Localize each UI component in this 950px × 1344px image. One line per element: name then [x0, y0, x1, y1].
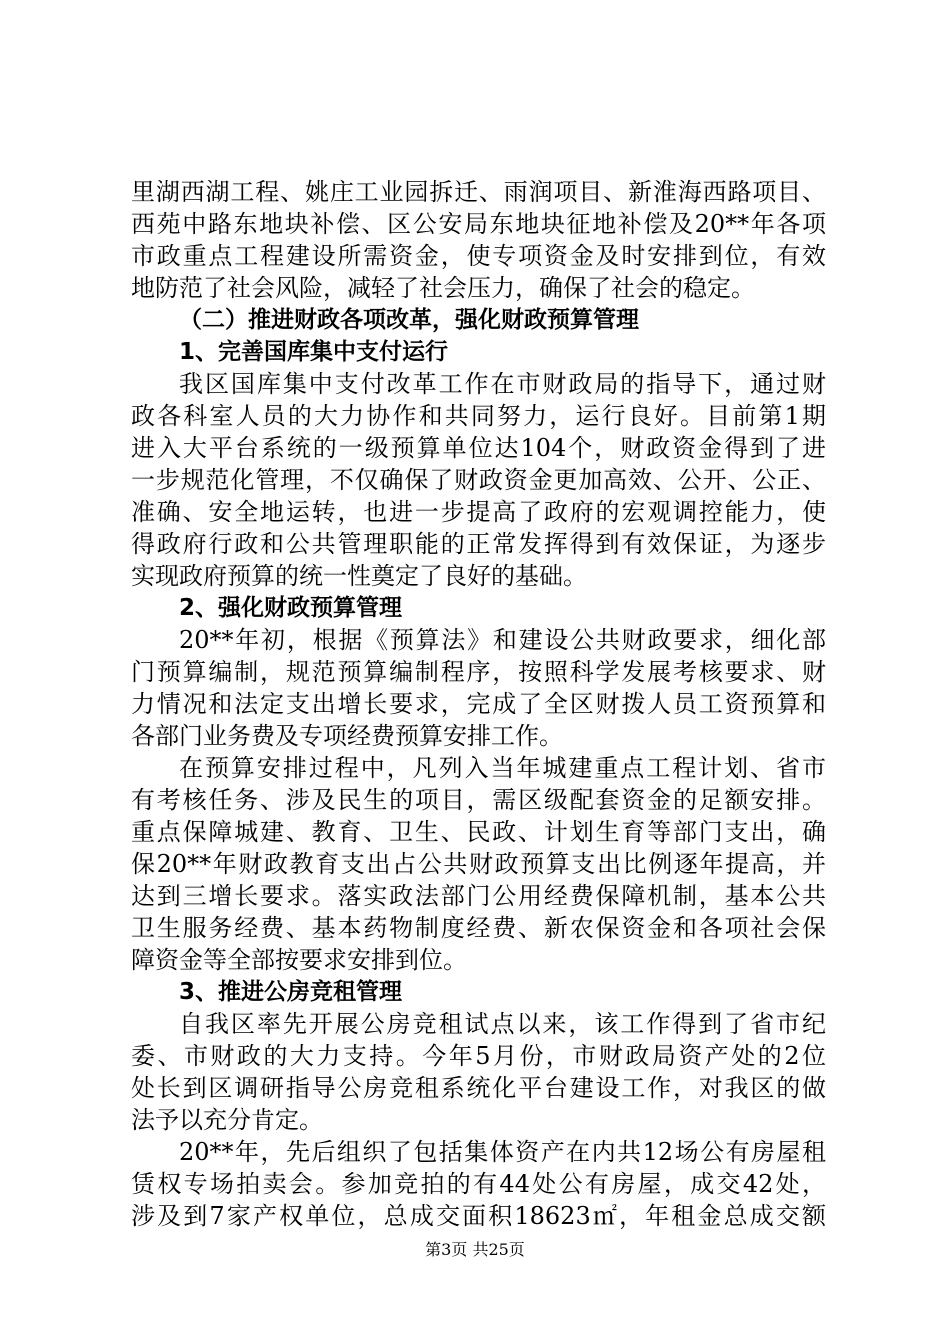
text-line: 地防范了社会风险，减轻了社会压力，确保了社会的稳定。	[131, 274, 755, 302]
text-line: 委、市财政的大力支持。今年5月份，市财政局资产处的2位	[131, 1042, 826, 1070]
section-heading: 1、完善国库集中支付运行	[179, 339, 449, 365]
text-line: 法予以充分肯定。	[131, 1106, 323, 1134]
text-line: 市政重点工程建设所需资金，使专项资金及时安排到位，有效	[131, 242, 826, 270]
text-line: 20**年，先后组织了包括集体资产在内共12场公有房屋租	[179, 1138, 826, 1166]
section-heading: （二）推进财政各项改革，强化财政预算管理	[179, 307, 639, 333]
text-line: 有考核任务、涉及民生的项目，需区级配套资金的足额安排。	[131, 786, 826, 814]
section-heading: 3、推进公房竞租管理	[179, 979, 403, 1005]
text-line: 自我区率先开展公房竞租试点以来，该工作得到了省市纪	[179, 1010, 826, 1038]
text-line: 达到三增长要求。落实政法部门公用经费保障机制，基本公共	[131, 882, 826, 910]
text-line: 力情况和法定支出增长要求，完成了全区财拨人员工资预算和	[131, 690, 826, 718]
text-line: 20**年初，根据《预算法》和建设公共财政要求，细化部	[179, 626, 826, 654]
text-line: 涉及到7家产权单位，总成交面积18623㎡，年租金总成交额	[131, 1202, 826, 1230]
text-line: 重点保障城建、教育、卫生、民政、计划生育等部门支出，确	[131, 818, 826, 846]
text-line: 各部门业务费及专项经费预算安排工作。	[131, 722, 563, 750]
text-line: 实现政府预算的统一性奠定了良好的基础。	[131, 562, 587, 590]
text-line: 在预算安排过程中，凡列入当年城建重点工程计划、省市	[179, 754, 826, 782]
text-line: 我区国库集中支付改革工作在市财政局的指导下，通过财	[179, 370, 826, 398]
text-line: 里湖西湖工程、姚庄工业园拆迁、雨润项目、新淮海西路项目、	[131, 178, 826, 206]
text-line: 处长到区调研指导公房竞租系统化平台建设工作，对我区的做	[131, 1074, 826, 1102]
section-heading: 2、强化财政预算管理	[179, 595, 403, 621]
text-line: 一步规范化管理，不仅确保了财政资金更加高效、公开、公正、	[131, 466, 826, 494]
page-footer: 第3页 共25页	[425, 1240, 525, 1259]
text-line: 保20**年财政教育支出占公共财政预算支出比例逐年提高，并	[131, 850, 826, 878]
text-line: 政各科室人员的大力协作和共同努力，运行良好。目前第1期	[131, 402, 826, 430]
text-line: 进入大平台系统的一级预算单位达104个，财政资金得到了进	[131, 434, 826, 462]
text-line: 卫生服务经费、基本药物制度经费、新农保资金和各项社会保	[131, 914, 826, 942]
text-line: 赁权专场拍卖会。参加竞拍的有44处公有房屋，成交42处，	[131, 1170, 826, 1198]
text-line: 得政府行政和公共管理职能的正常发挥得到有效保证，为逐步	[131, 530, 826, 558]
text-line: 准确、安全地运转，也进一步提高了政府的宏观调控能力，使	[131, 498, 826, 526]
text-line: 障资金等全部按要求安排到位。	[131, 946, 467, 974]
text-line: 门预算编制，规范预算编制程序，按照科学发展考核要求、财	[131, 658, 826, 686]
text-line: 西苑中路东地块补偿、区公安局东地块征地补偿及20**年各项	[131, 210, 826, 238]
document-body	[131, 176, 826, 1232]
